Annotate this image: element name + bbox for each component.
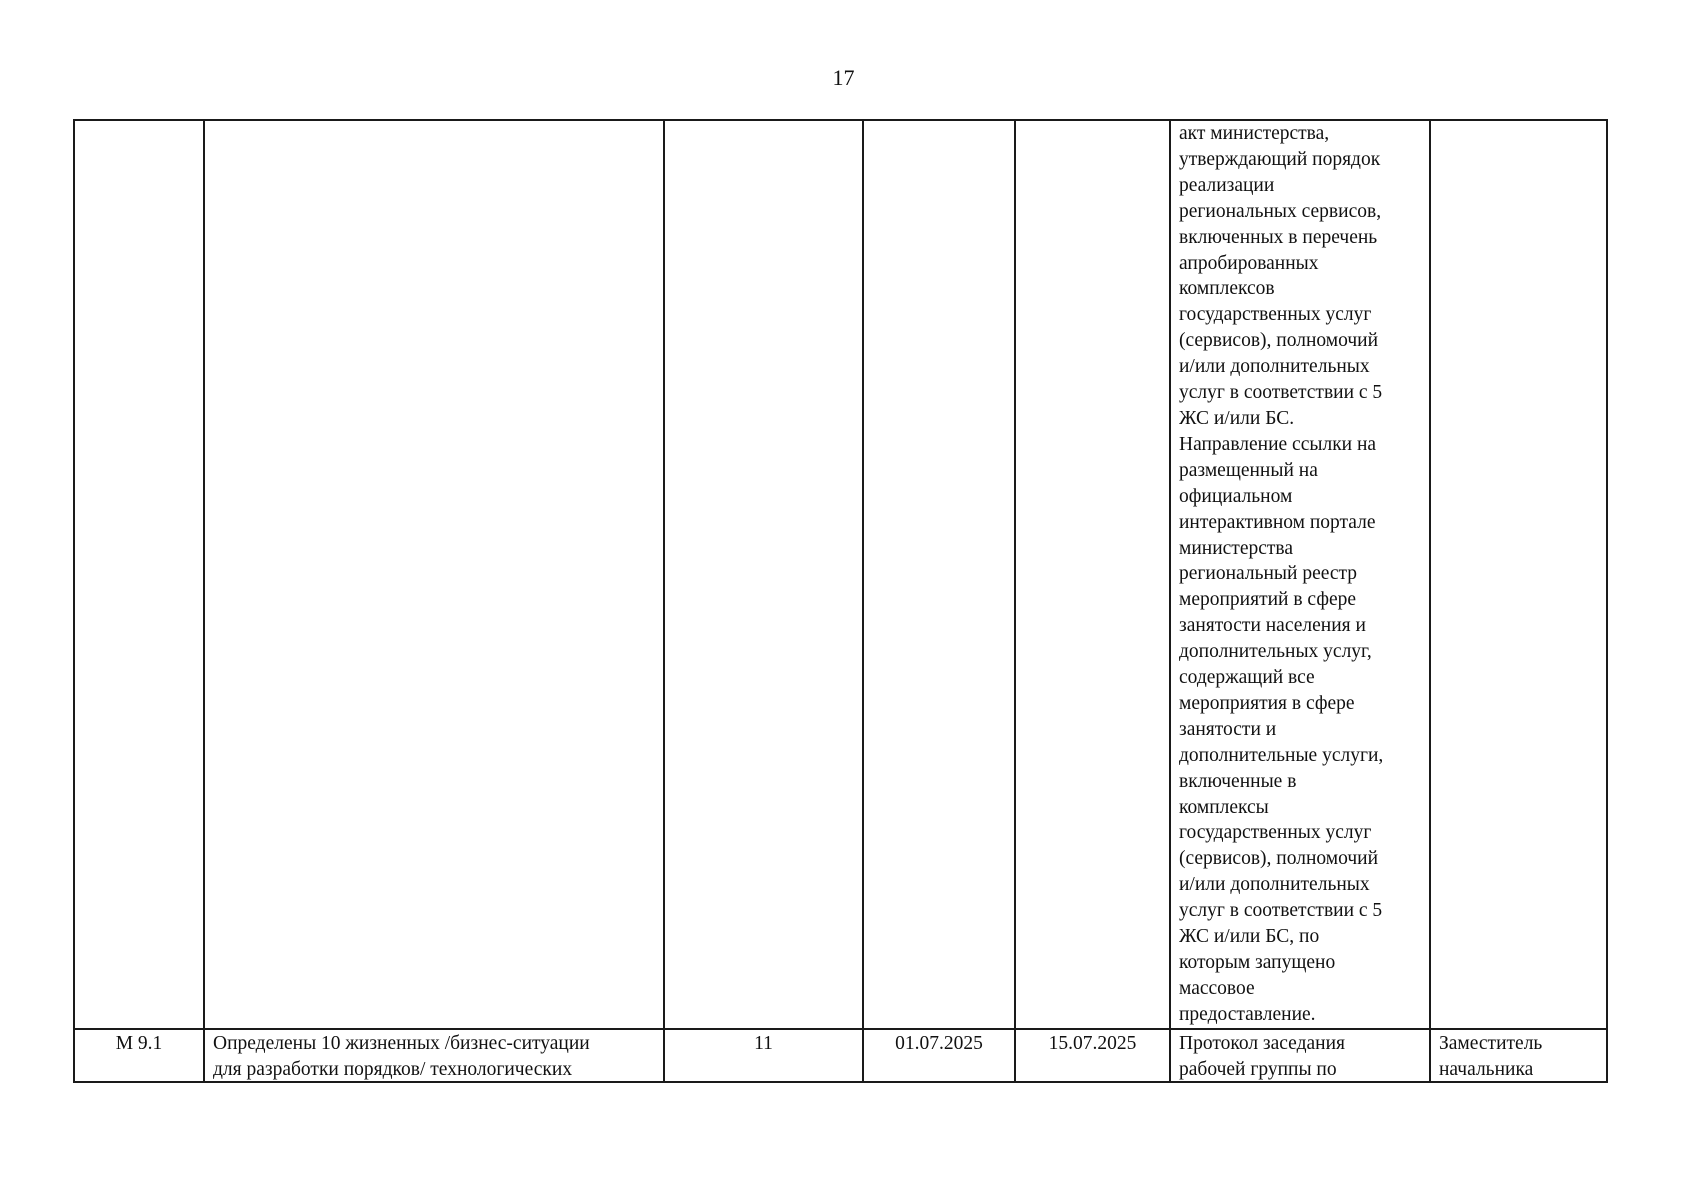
cell-responsible: [1430, 1029, 1607, 1082]
result-line: занятости и: [1179, 718, 1277, 740]
result-line: Протокол заседания: [1179, 1032, 1345, 1054]
table-row-m9-1: [74, 1029, 1607, 1082]
result-line: утверждающий порядок: [1179, 148, 1381, 170]
result-line: и/или дополнительных: [1179, 874, 1370, 896]
start-date: 01.07.2025: [895, 1032, 983, 1054]
result-line: занятости населения и: [1179, 615, 1366, 637]
result-line: содержащий все: [1179, 667, 1315, 689]
result-line: интерактивном портале: [1179, 511, 1376, 533]
result-line: дополнительные услуги,: [1179, 744, 1384, 766]
cell-result: [1170, 1029, 1430, 1082]
result-line: дополнительных услуг,: [1179, 641, 1372, 663]
result-line: комплексы: [1179, 796, 1269, 818]
result-line: ЖС и/или БС, по: [1179, 926, 1320, 948]
result-line: ЖС и/или БС.: [1179, 407, 1295, 429]
result-line: услуг в соответствии с 5: [1179, 900, 1383, 922]
result-line: региональных сервисов,: [1179, 200, 1382, 222]
cell-end-date-empty: [1015, 120, 1170, 1029]
plan-table: [73, 119, 1608, 1083]
result-line: предоставление.: [1179, 1003, 1316, 1025]
cell-number-empty: [664, 120, 863, 1029]
table-row-continuation: [74, 120, 1607, 1029]
cell-responsible-empty: [1430, 120, 1607, 1029]
result-line: министерства: [1179, 537, 1294, 559]
result-line: включенные в: [1179, 770, 1297, 792]
result-line: реализации: [1179, 174, 1275, 196]
result-line: мероприятий в сфере: [1179, 589, 1357, 611]
cell-result-continuation: [1170, 120, 1430, 1029]
result-line: (сервисов), полномочий: [1179, 330, 1379, 352]
cell-title-empty: [204, 120, 664, 1029]
result-text: [1179, 121, 1421, 1028]
result-line: апробированных: [1179, 252, 1319, 274]
result-line: Направление ссылки на: [1179, 433, 1377, 455]
result-line: массовое: [1179, 977, 1255, 999]
title-line: Определены 10 жизненных /бизнес-ситуации: [213, 1032, 590, 1054]
responsible-line: начальника: [1439, 1058, 1534, 1080]
cell-start-date: [863, 1029, 1015, 1082]
cell-number: [664, 1029, 863, 1082]
row-code: М 9.1: [115, 1032, 163, 1054]
result-line: региональный реестр: [1179, 563, 1358, 585]
result-line: комплексов: [1179, 278, 1275, 300]
result-line: акт министерства,: [1179, 123, 1330, 144]
title-line: для разработки порядков/ технологических: [213, 1058, 573, 1080]
result-line: которым запущено: [1179, 952, 1336, 973]
end-date: 15.07.2025: [1048, 1032, 1137, 1054]
result-line: (сервисов), полномочий: [1179, 848, 1379, 870]
cell-code: [74, 1029, 204, 1082]
result-line: услуг в соответствии с 5: [1179, 382, 1383, 404]
result-line: и/или дополнительных: [1179, 356, 1370, 378]
result-line: официальном: [1179, 485, 1293, 507]
result-line: размещенный на: [1179, 459, 1318, 481]
cell-title: [204, 1029, 664, 1082]
cell-end-date: [1015, 1029, 1170, 1082]
result-line: мероприятия в сфере: [1179, 692, 1355, 714]
result-line: рабочей группы по: [1179, 1058, 1337, 1080]
result-line: государственных услуг: [1179, 822, 1372, 844]
result-line: включенных в перечень: [1179, 226, 1378, 248]
row-number: 11: [754, 1032, 773, 1054]
cell-code-empty: [74, 120, 204, 1029]
cell-start-date-empty: [863, 120, 1015, 1029]
page-number: 17: [832, 65, 855, 90]
result-line: государственных услуг: [1179, 304, 1372, 326]
responsible-line: Заместитель: [1439, 1032, 1543, 1054]
